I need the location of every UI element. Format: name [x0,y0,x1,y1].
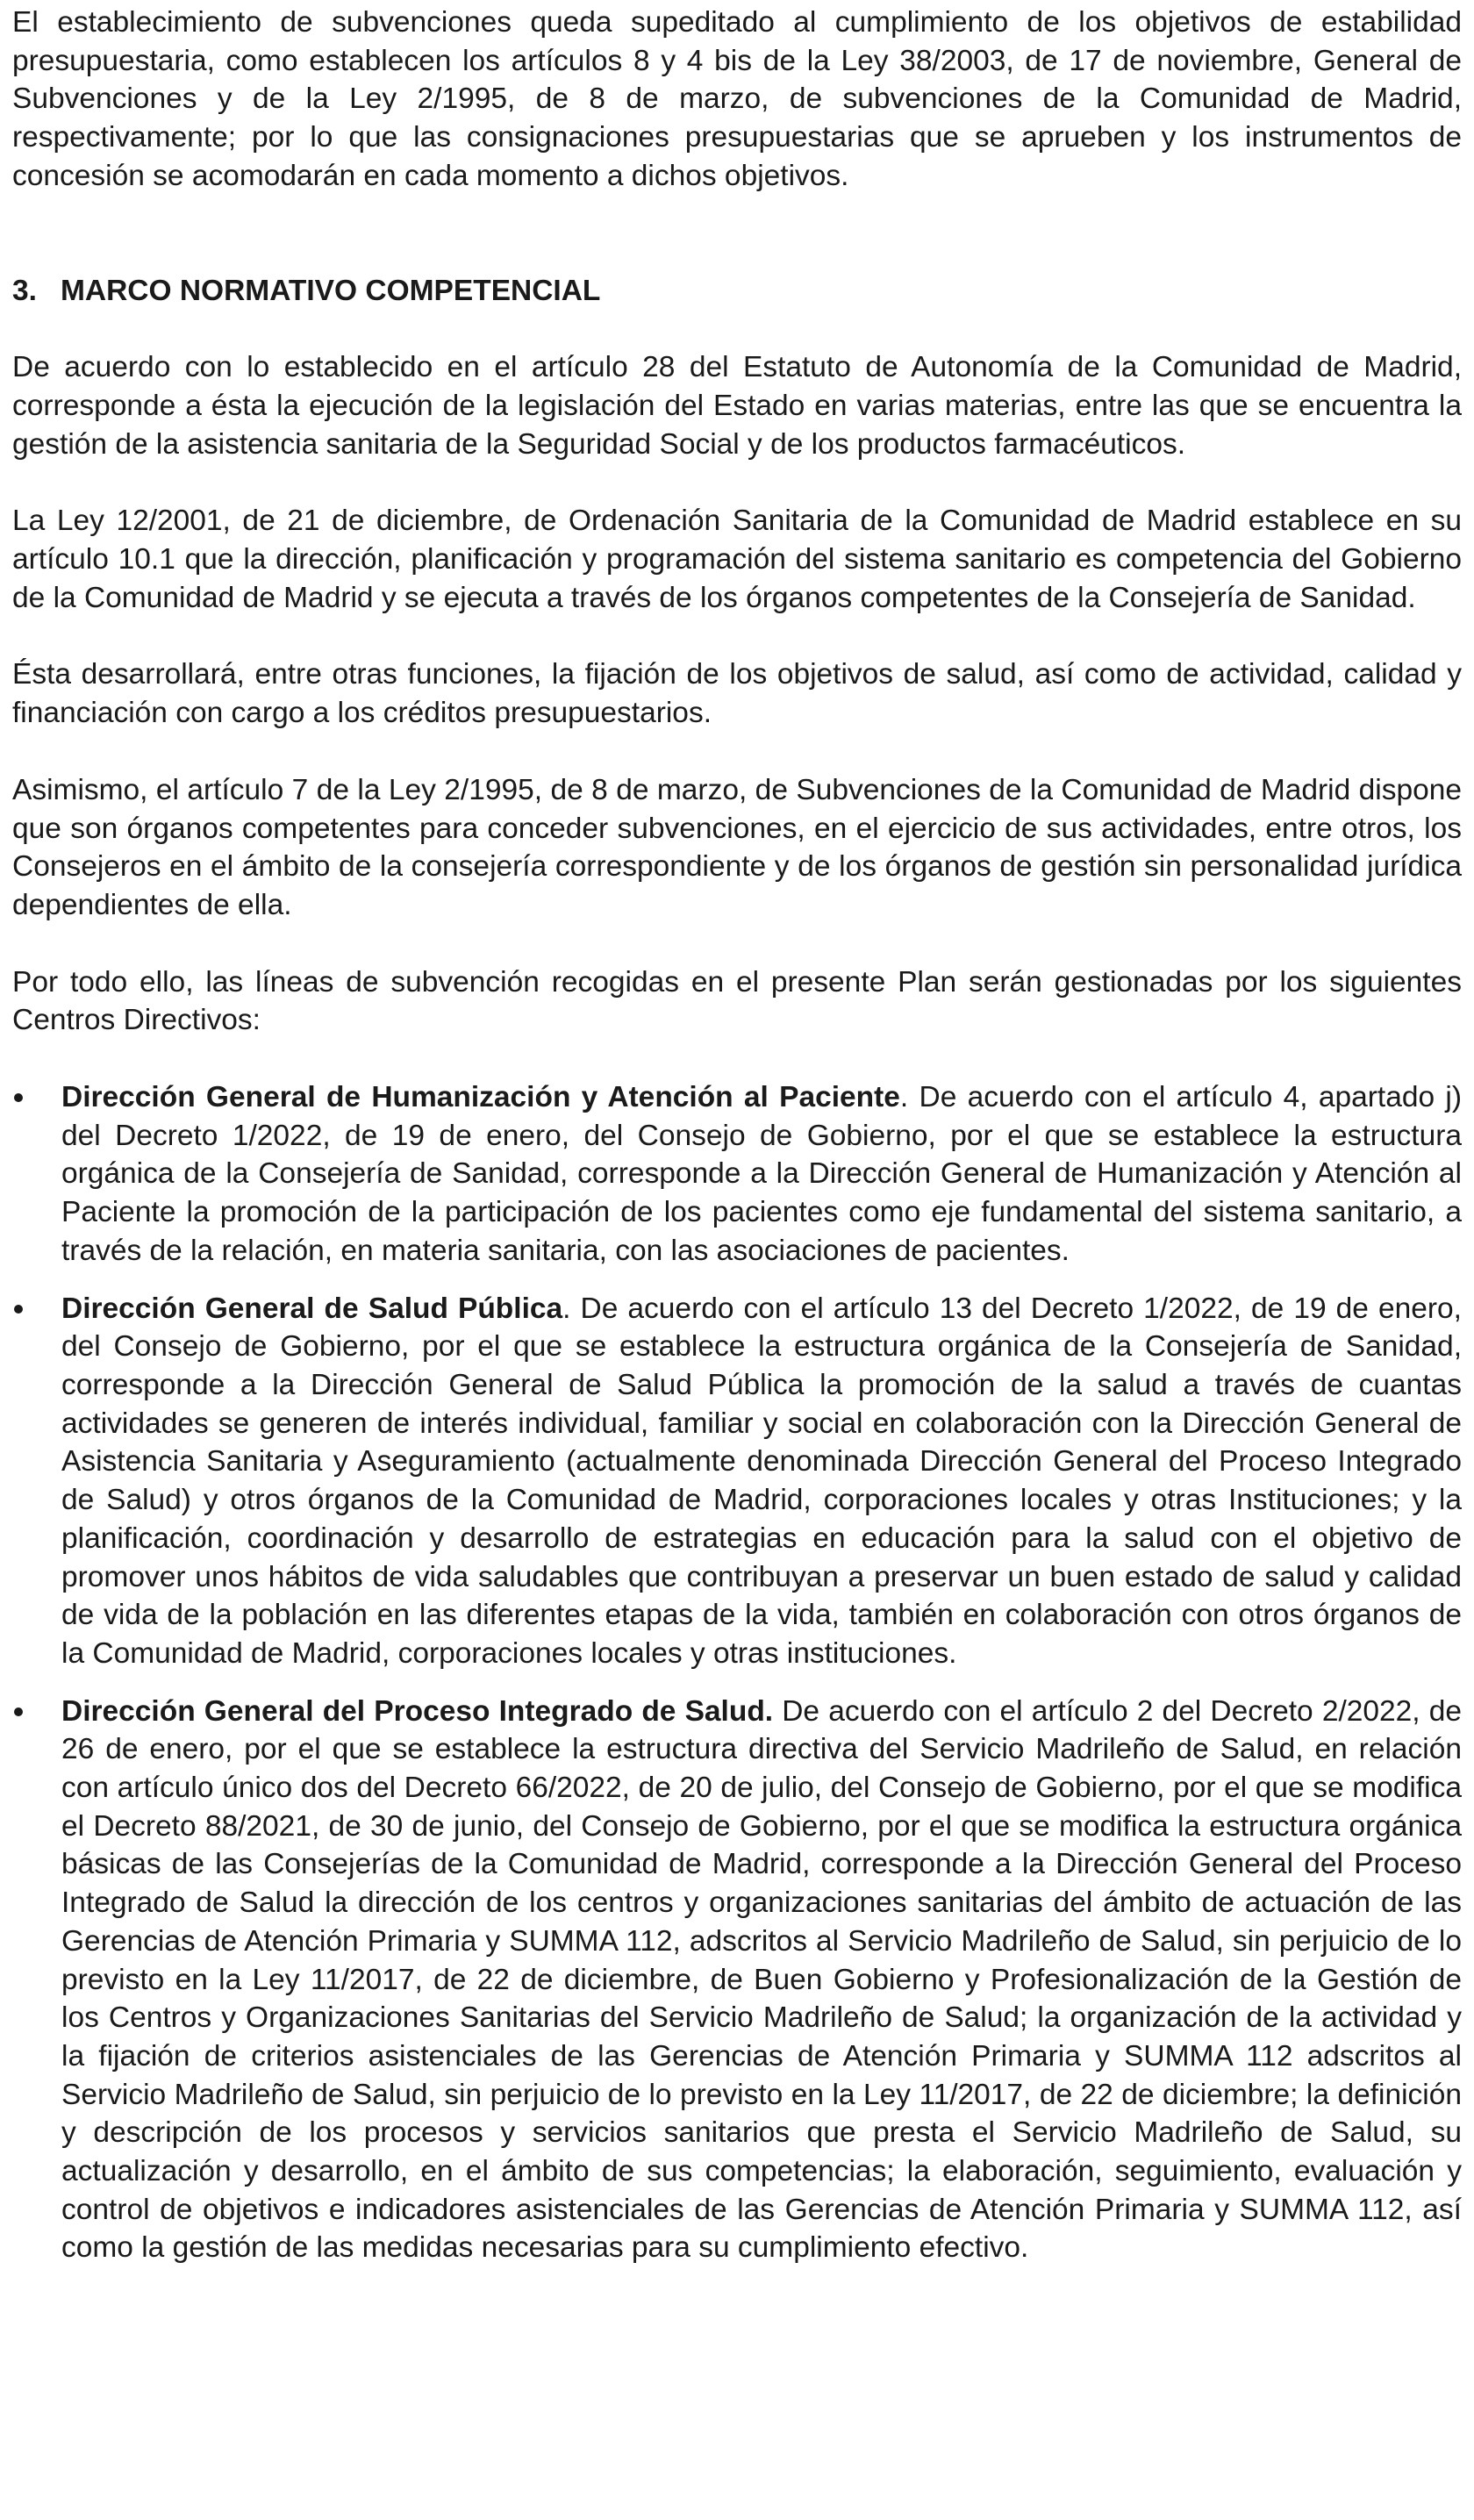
paragraph-ley-ordenacion: La Ley 12/2001, de 21 de diciembre, de Ordenación Sanitaria de la Comunidad de Madrid establece en su artículo 10.1 que la dirección, planificación y programación del sistema sanitario es competencia del Gobierno de la Comunidad de Madrid y se ejecuta a través de los órganos competentes de la Consejería de Sanidad. [12,505,1462,614]
paragraph-funciones: Ésta desarrollará, entre otras funciones, la fijación de los objetivos de salud, así como de actividad, calidad y financiación con cargo a los créditos presupuestarios. [12,658,1462,730]
bullet-icon [14,1093,23,1102]
document-page [12,0,1462,2287]
bullet-icon [14,1707,23,1716]
paragraph-estatuto: De acuerdo con lo establecido en el artículo 28 del Estatuto de Autonomía de la Comunidad de Madrid, corresponde a ésta la ejecución de la legislación del Estado en varias materias, entre las que se encuentra la gestión de la asistencia sanitaria de la Seguridad Social y de los productos farmacéuticos. [12,351,1462,461]
paragraph-organos-competentes: Asimismo, el artículo 7 de la Ley 2/1995, de 8 de marzo, de Subvenciones de la Comunidad de Madrid dispone que son órganos competentes para conceder subvenciones, en el ejercicio de sus actividades, entre otros, los Consejeros en el ámbito de la consejería correspondiente y de los órganos de gestión sin personalidad jurídica dependientes de ella. [12,773,1462,921]
list-item-proceso-integrado [12,1693,1462,2268]
centros-directivos-list [12,1078,1462,2267]
list-item-title: Dirección General del Proceso Integrado de Salud. [61,1694,774,1728]
list-item-text: . De acuerdo con el artículo 4, apartado j) del Decreto 1/2022, de 19 de enero, del Consejo de Gobierno, por el que se establece la estructura orgánica de la Consejería de Sanidad, corresponde a la Dirección General de Humanización y Atención al Paciente la promoción de la participación de los pacientes como eje fundamental del sistema sanitario, a través de la relación, en materia sanitaria, con las asociaciones de pacientes. [61,1081,1462,1267]
list-item-title: Dirección General de Salud Pública [61,1292,563,1325]
intro-paragraph: El establecimiento de subvenciones queda supeditado al cumplimiento de los objetivos de estabilidad presupuestaria, como establecen los artículos 8 y 4 bis de la Ley 38/2003, de 17 de noviembre, General de Subvenciones y de la Ley 2/1995, de 8 de marzo, de subvenciones de la Comunidad de Madrid, respectivamente; por lo que las consignaciones presupuestarias que se aprueben y los instrumentos de concesión se acomodarán en cada momento a dichos objetivos. [12,6,1462,192]
bullet-icon [14,1305,23,1314]
list-item-text: . De acuerdo con el artículo 13 del Decreto 1/2022, de 19 de enero, del Consejo de Gobierno, por el que se establece la estructura orgánica de la Consejería de Sanidad, corresponde a la Dirección General de Salud Pública la promoción de la salud a través de cuantas actividades se generen de interés individual, familiar y social en colaboración con la Dirección General de Asistencia Sanitaria y Aseguramiento (actualmente denominada Dirección General del Proceso Integrado de Salud) y otros órganos de la Comunidad de Madrid, corporaciones locales y otras Instituciones; y la planificación, coordinación y desarrollo de estrategias en educación para la salud con el objetivo de promover unos hábitos de vida saludables que contribuyan a preservar un buen estado de salud y calidad de vida de la población en las diferentes etapas de la vida, también en colaboración con otros órganos de la Comunidad de Madrid, corporaciones locales y otras instituciones. [61,1292,1462,1670]
section-heading [12,272,1462,311]
list-item-humanizacion [12,1078,1462,1271]
list-item-title: Dirección General de Humanización y Atención al Paciente [61,1081,900,1114]
section-title: MARCO NORMATIVO COMPETENCIAL [61,274,601,307]
paragraph-centros-directivos: Por todo ello, las líneas de subvención recogidas en el presente Plan serán gestionadas por los siguientes Centros Directivos: [12,965,1462,1037]
list-item-salud-publica [12,1290,1462,1673]
section-number: 3. [12,274,37,307]
list-item-text: De acuerdo con el artículo 2 del Decreto 2/2022, de 26 de enero, por el que se establece la estructura directiva del Servicio Madrileño de Salud, en relación con artículo único dos del Decreto 66/2022, de 20 de julio, del Consejo de Gobierno, por el que se modifica el Decreto 88/2021, de 30 de junio, del Consejo de Gobierno, por el que se modifica la estructura orgánica básicas de las Consejerías de la Comunidad de Madrid, corresponde a la Dirección General del Proceso Integrado de Salud la dirección de los centros y organizaciones sanitarias del ámbito de actuación de las Gerencias de Atención Primaria y SUMMA 112, adscritos al Servicio Madrileño de Salud, sin perjuicio de lo previsto en la Ley 11/2017, de 22 de diciembre, de Buen Gobierno y Profesionalización de la Gestión de los Centros y Organizaciones Sanitarias del Servicio Madrileño de Salud; la organización de la actividad y la fijación de criterios asistenciales de las Gerencias de Atención Primaria y SUMMA 112 adscritos al Servicio Madrileño de Salud, sin perjuicio de lo previsto en la Ley 11/2017, de 22 de diciembre; la definición y descripción de los procesos y servicios sanitarios que presta el Servicio Madrileño de Salud, su actualización y desarrollo, en el ámbito de sus competencias; la elaboración, seguimiento, evaluación y control de objetivos e indicadores asistenciales de las Gerencias de Atención Primaria y SUMMA 112, así como la gestión de las medidas necesarias para su cumplimiento efectivo. [61,1694,1462,2265]
